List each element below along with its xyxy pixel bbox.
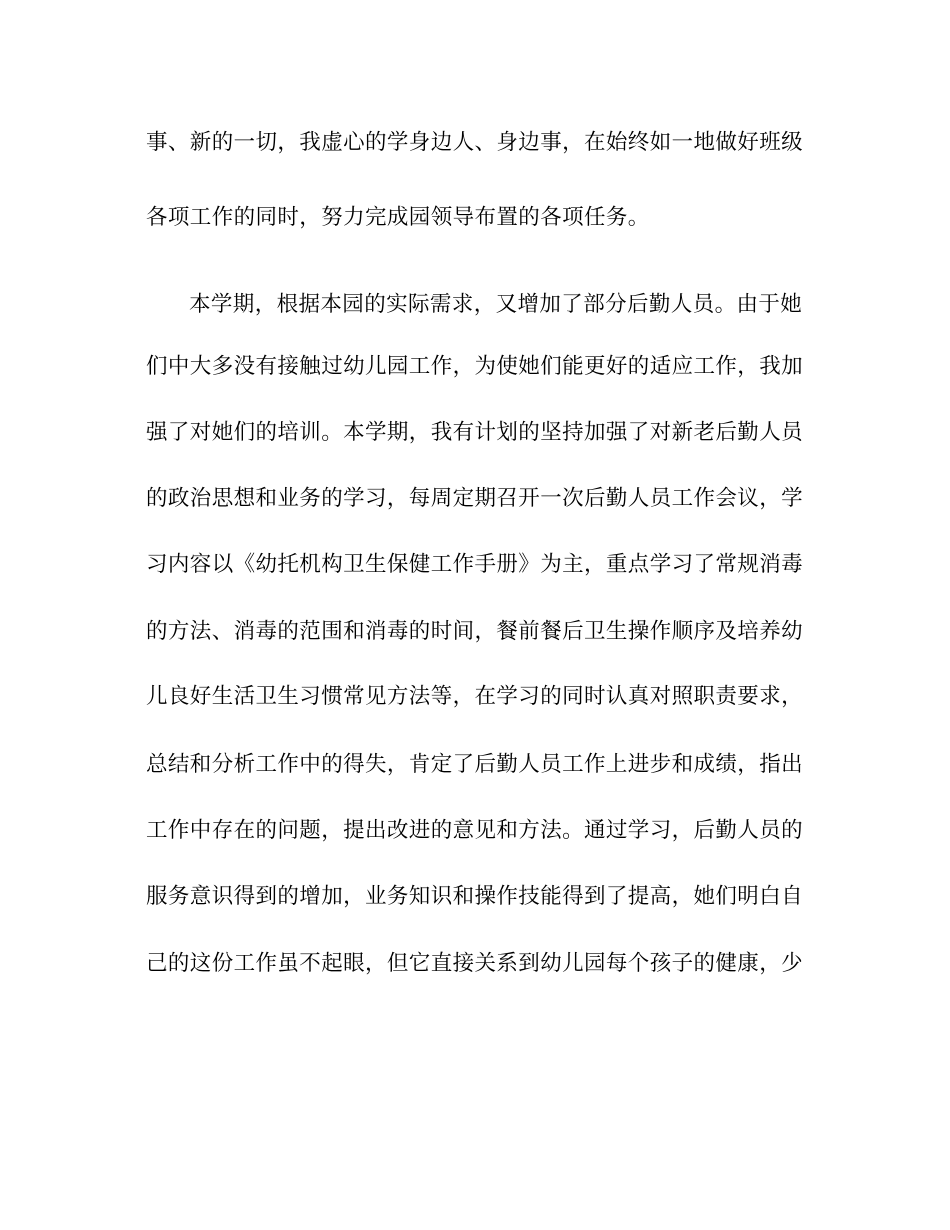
text-line: 服务意识得到的增加，业务知识和操作技能得到了提高，她们明白自	[146, 884, 804, 909]
text-line: 的政治思想和业务的学习，每周定期召开一次后勤人员工作会议，学	[146, 486, 804, 511]
paragraph-first-line: 本学期，根据本园的实际需求，又增加了部分后勤人员。由于她	[189, 292, 803, 317]
text-line: 习内容以《幼托机构卫生保健工作手册》为主，重点学习了常规消毒	[146, 552, 804, 577]
text-line: 儿良好生活卫生习惯常见方法等，在学习的同时认真对照职责要求，	[146, 684, 804, 709]
text-line: 总结和分析工作中的得失，肯定了后勤人员工作上进步和成绩，指出	[146, 752, 804, 777]
text-line: 强了对她们的培训。本学期，我有计划的坚持加强了对新老后勤人员	[146, 420, 804, 445]
text-line: 己的这份工作虽不起眼，但它直接关系到幼儿园每个孩子的健康，少	[146, 951, 804, 976]
text-line: 工作中存在的问题，提出改进的意见和方法。通过学习，后勤人员的	[146, 818, 804, 843]
text-line: 事、新的一切，我虚心的学身边人、身边事，在始终如一地做好班级	[146, 130, 804, 155]
text-line: 们中大多没有接触过幼儿园工作，为使她们能更好的适应工作，我加	[146, 354, 804, 379]
text-line: 的方法、消毒的范围和消毒的时间，餐前餐后卫生操作顺序及培养幼	[146, 619, 804, 644]
text-line: 各项工作的同时，努力完成园领导布置的各项任务。	[146, 205, 650, 230]
